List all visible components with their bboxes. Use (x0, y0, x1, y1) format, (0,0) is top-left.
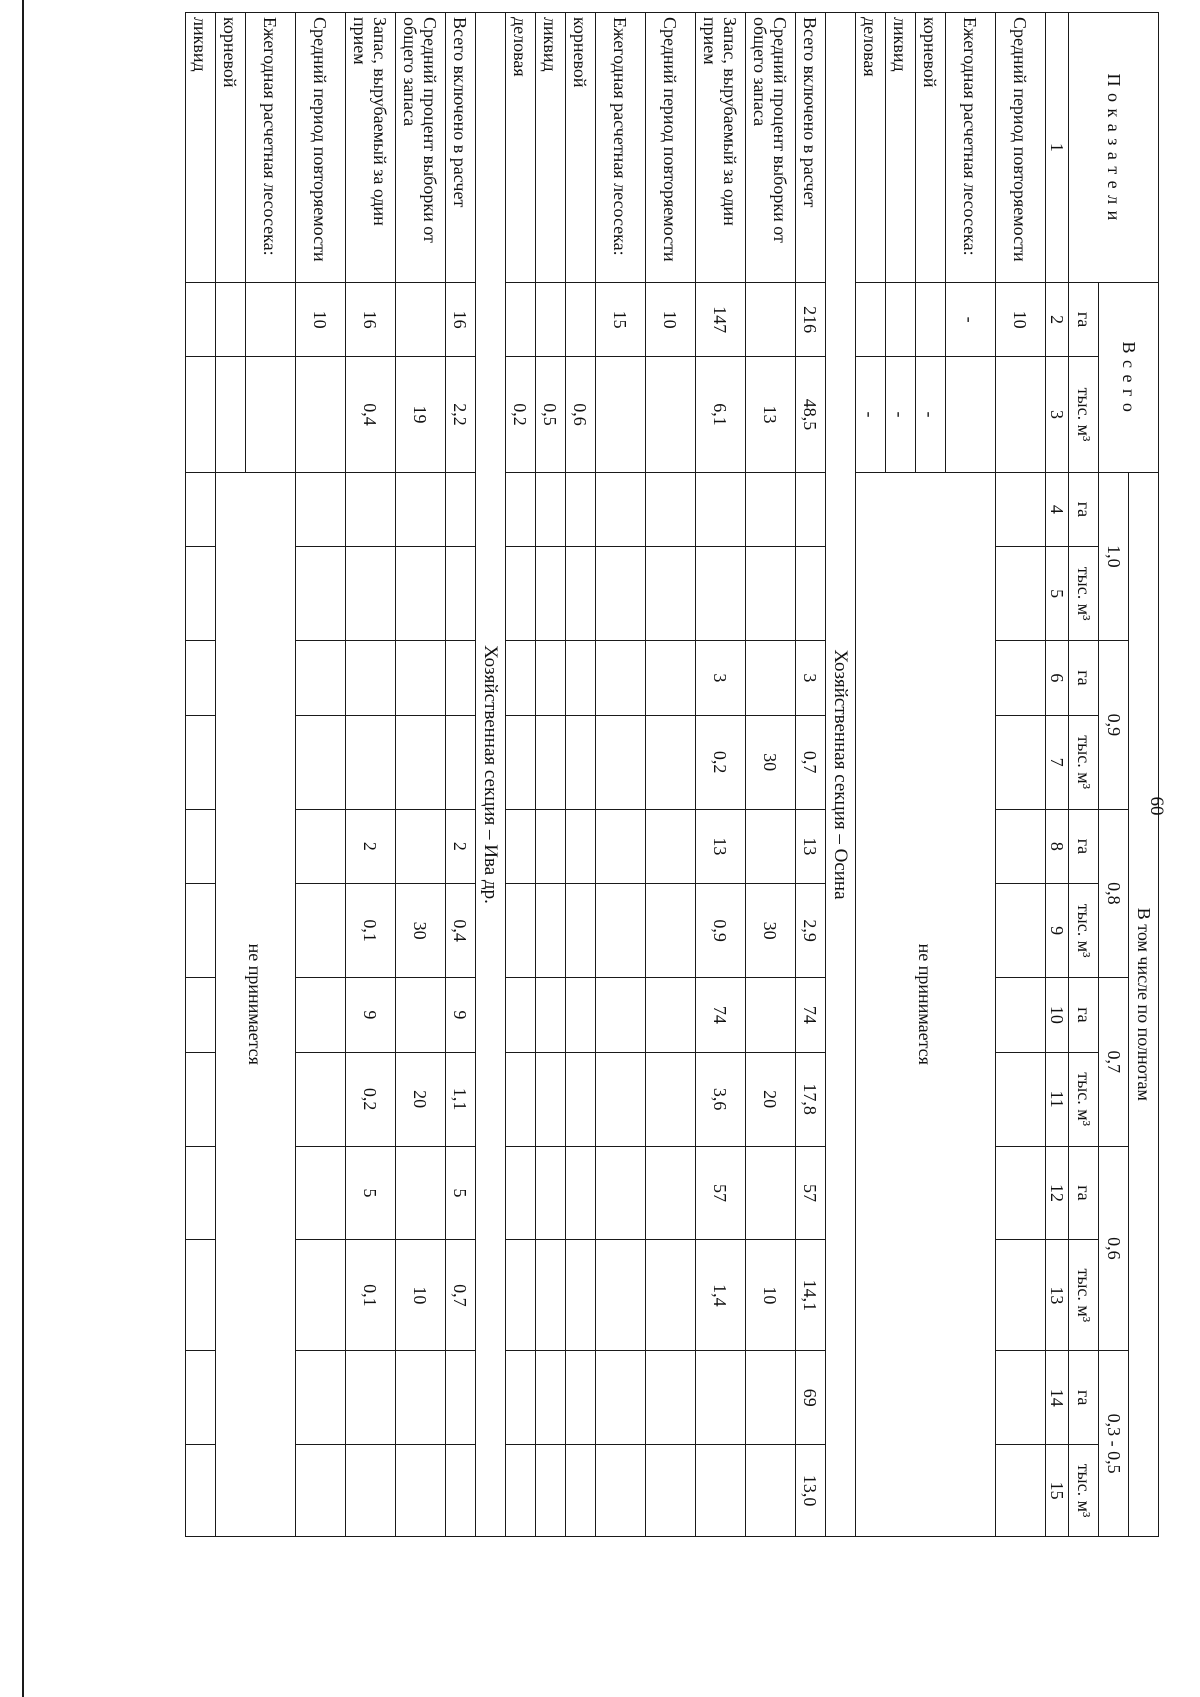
table-cell (295, 547, 345, 641)
table-cell: 9 (345, 978, 395, 1053)
table-cell (695, 1445, 745, 1537)
header-row-1 (1129, 13, 1159, 1537)
table-cell (295, 884, 345, 978)
table-cell (295, 978, 345, 1053)
table-cell (595, 357, 645, 472)
table-row (745, 13, 795, 1537)
table-cell (595, 1052, 645, 1146)
table-cell (565, 978, 595, 1053)
table-cell (185, 641, 215, 716)
table-cell: 0,1 (345, 1240, 395, 1351)
table-cell (535, 472, 565, 547)
total-header: В с е г о (1099, 282, 1159, 472)
table-cell (445, 1445, 475, 1537)
column-number: 7 (1045, 715, 1068, 809)
table-row (345, 13, 395, 1537)
table-cell (535, 715, 565, 809)
table-row (445, 13, 475, 1537)
table-cell (185, 282, 215, 357)
table-row (645, 13, 695, 1537)
table-cell (505, 809, 535, 884)
table-cell: 74 (795, 978, 825, 1053)
table-cell (995, 809, 1045, 884)
table-cell: 69 (795, 1351, 825, 1445)
table-cell: 20 (395, 1052, 445, 1146)
table-cell: 0,5 (535, 357, 565, 472)
row-label: Всего включено в расчет (795, 13, 825, 283)
table-cell (645, 978, 695, 1053)
table-cell (505, 641, 535, 716)
table-row (295, 13, 345, 1537)
table-cell (185, 357, 215, 472)
table-cell: 20 (745, 1052, 795, 1146)
table-cell (185, 472, 215, 547)
row-label: Средний период повторяемости (995, 13, 1045, 283)
table-cell (535, 1052, 565, 1146)
table-cell (395, 978, 445, 1053)
density-header: 0,3 - 0,5 (1099, 1351, 1129, 1537)
table-cell: - (945, 282, 995, 357)
table-cell: - (885, 357, 915, 472)
table-cell (535, 1146, 565, 1240)
table-cell (505, 1240, 535, 1351)
table-cell: 147 (695, 282, 745, 357)
table-cell (565, 1445, 595, 1537)
column-number: 9 (1045, 884, 1068, 978)
table-cell (995, 1052, 1045, 1146)
section-title: Хозяйственная секция – Осина (825, 13, 855, 1537)
table-cell: 17,8 (795, 1052, 825, 1146)
table-cell: 30 (395, 884, 445, 978)
table-cell (995, 472, 1045, 547)
section-title-row (475, 13, 505, 1537)
table-row (695, 13, 745, 1537)
table-cell (295, 1445, 345, 1537)
table-cell (745, 282, 795, 357)
table-cell (745, 472, 795, 547)
unit-m3-header: тыс. м³ (1069, 357, 1099, 472)
table-cell: 16 (445, 282, 475, 357)
table-cell (295, 1052, 345, 1146)
table-cell (535, 1445, 565, 1537)
left-margin-line (22, 0, 24, 1697)
table-cell (395, 809, 445, 884)
table-row (505, 13, 535, 1537)
table-cell (535, 809, 565, 884)
table-cell (565, 1146, 595, 1240)
unit-ha-header: га (1069, 1351, 1099, 1445)
table-cell (445, 641, 475, 716)
table-row (945, 13, 995, 1537)
row-label: корневой (215, 13, 245, 283)
column-number-row (1045, 13, 1068, 1537)
table-cell (645, 1351, 695, 1445)
table-cell (345, 715, 395, 809)
table-cell: 10 (295, 282, 345, 357)
table-cell (995, 1445, 1045, 1537)
table-cell (215, 282, 245, 357)
table-cell (995, 978, 1045, 1053)
table-cell: 13 (695, 809, 745, 884)
table-cell: 6,1 (695, 357, 745, 472)
table-cell (185, 809, 215, 884)
column-number: 2 (1045, 282, 1068, 357)
table-cell (445, 1351, 475, 1445)
table-cell (595, 809, 645, 884)
table-cell (595, 978, 645, 1053)
table-cell (565, 1240, 595, 1351)
table-cell (185, 978, 215, 1053)
table-cell: - (915, 357, 945, 472)
column-number: 6 (1045, 641, 1068, 716)
table-row (995, 13, 1045, 1537)
density-header: 0,7 (1099, 978, 1129, 1146)
table-cell: 0,2 (505, 357, 535, 472)
indicator-header: П о к а з а т е л и (1069, 13, 1159, 283)
table-cell: 30 (745, 884, 795, 978)
table-row (395, 13, 445, 1537)
table-cell (345, 547, 395, 641)
table-cell (645, 641, 695, 716)
table-cell (535, 978, 565, 1053)
unit-ha-header: га (1069, 472, 1099, 547)
table-cell (295, 1240, 345, 1351)
table-cell: 13 (795, 809, 825, 884)
table-cell (795, 547, 825, 641)
table-cell (345, 472, 395, 547)
table-cell: 9 (445, 978, 475, 1053)
table-cell (295, 357, 345, 472)
table-cell (565, 1052, 595, 1146)
column-number: 14 (1045, 1351, 1068, 1445)
table-cell: 10 (995, 282, 1045, 357)
table-cell (395, 472, 445, 547)
table-cell (645, 472, 695, 547)
table-cell (645, 1146, 695, 1240)
table-cell (505, 978, 535, 1053)
table-cell (245, 282, 295, 357)
section-title: Хозяйственная секция – Ива др. (475, 13, 505, 1537)
density-header: 0,8 (1099, 809, 1129, 977)
table-cell: 0,7 (795, 715, 825, 809)
row-label: корневой (915, 13, 945, 283)
table-cell (945, 357, 995, 472)
table-cell (745, 1445, 795, 1537)
table-cell (395, 715, 445, 809)
row-label: ликвид (885, 13, 915, 283)
page-number: 60 (1146, 796, 1167, 816)
table-cell: 1,1 (445, 1052, 475, 1146)
table-cell (505, 282, 535, 357)
table-cell (185, 547, 215, 641)
table-cell (645, 547, 695, 641)
table-cell (395, 1445, 445, 1537)
table-cell (565, 547, 595, 641)
unit-ha-header: га (1069, 1146, 1099, 1240)
table-row (535, 13, 565, 1537)
table-cell (595, 1445, 645, 1537)
unit-m3-header: тыс. м³ (1069, 1052, 1099, 1146)
table-cell (505, 1445, 535, 1537)
table-row (185, 13, 215, 1537)
unit-ha-header: га (1069, 809, 1099, 884)
row-label: Запас, вырубаемый за один прием (345, 13, 395, 283)
table-cell (395, 641, 445, 716)
column-number: 12 (1045, 1146, 1068, 1240)
table-cell (565, 282, 595, 357)
row-label: Ежегодная расчетная лесосека: (945, 13, 995, 283)
table-cell (505, 1052, 535, 1146)
table-cell (695, 472, 745, 547)
table-cell (295, 641, 345, 716)
table-cell (885, 282, 915, 357)
table-cell: 2,2 (445, 357, 475, 472)
by-density-header: В том числе по полнотам (1129, 472, 1159, 1536)
table-cell (345, 641, 395, 716)
table-cell (995, 884, 1045, 978)
column-number: 11 (1045, 1052, 1068, 1146)
row-label: ликвид (535, 13, 565, 283)
row-label: деловая (855, 13, 885, 283)
unit-m3-header: тыс. м³ (1069, 884, 1099, 978)
density-header: 1,0 (1099, 472, 1129, 640)
table-cell (445, 547, 475, 641)
row-label: Запас, вырубаемый за один прием (695, 13, 745, 283)
table-cell: 0,4 (445, 884, 475, 978)
unit-m3-header: тыс. м³ (1069, 547, 1099, 641)
table-cell (595, 547, 645, 641)
table-cell (185, 1445, 215, 1537)
column-number: 10 (1045, 978, 1068, 1053)
table-cell (505, 547, 535, 641)
table-cell (995, 357, 1045, 472)
forest-calculation-table (185, 12, 1159, 1537)
table-cell (855, 282, 885, 357)
table-cell (995, 547, 1045, 641)
table-cell (565, 472, 595, 547)
column-number: 1 (1045, 13, 1068, 283)
row-label: Ежегодная расчетная лесосека: (245, 13, 295, 283)
table-cell (595, 1240, 645, 1351)
table-cell (595, 884, 645, 978)
column-number: 5 (1045, 547, 1068, 641)
table-cell: 16 (345, 282, 395, 357)
table-cell: 0,6 (565, 357, 595, 472)
table-cell (745, 547, 795, 641)
table-cell (395, 547, 445, 641)
table-cell (295, 809, 345, 884)
table-cell: 0,9 (695, 884, 745, 978)
table-cell (645, 884, 695, 978)
table-cell (295, 715, 345, 809)
row-label: Средний процент выборки от общего запаса (745, 13, 795, 283)
row-label: корневой (565, 13, 595, 283)
table-cell (535, 282, 565, 357)
table-cell (565, 715, 595, 809)
table-cell (595, 715, 645, 809)
rotated-table-wrapper (139, 12, 1159, 1537)
row-label: Средний период повторяемости (295, 13, 345, 283)
table-cell (995, 1351, 1045, 1445)
density-header: 0,9 (1099, 641, 1129, 809)
table-cell (565, 1351, 595, 1445)
table-cell (745, 809, 795, 884)
unit-ha-header: га (1069, 282, 1099, 357)
table-cell: 3,6 (695, 1052, 745, 1146)
table-cell (445, 715, 475, 809)
table-cell (535, 1351, 565, 1445)
table-cell: 2 (345, 809, 395, 884)
table-cell: 0,2 (695, 715, 745, 809)
table-row (565, 13, 595, 1537)
table-cell: 10 (645, 282, 695, 357)
table-cell (565, 884, 595, 978)
table-cell (445, 472, 475, 547)
table-cell: 0,2 (345, 1052, 395, 1146)
table-cell (995, 1240, 1045, 1351)
table-cell (915, 282, 945, 357)
table-cell: 74 (695, 978, 745, 1053)
table-cell (995, 1146, 1045, 1240)
table-cell (645, 1445, 695, 1537)
table-cell: 0,1 (345, 884, 395, 978)
table-cell (595, 641, 645, 716)
column-number: 13 (1045, 1240, 1068, 1351)
table-cell (795, 472, 825, 547)
table-cell (745, 1351, 795, 1445)
table-cell: 0,4 (345, 357, 395, 472)
column-number: 15 (1045, 1445, 1068, 1537)
row-label: Всего включено в расчет (445, 13, 475, 283)
table-cell: 5 (445, 1146, 475, 1240)
table-cell: 3 (795, 641, 825, 716)
table-cell (395, 1351, 445, 1445)
table-cell (295, 472, 345, 547)
table-cell (645, 809, 695, 884)
table-cell (395, 282, 445, 357)
table-cell (185, 715, 215, 809)
table-cell (565, 809, 595, 884)
table-row (595, 13, 645, 1537)
unit-ha-header: га (1069, 978, 1099, 1053)
table-cell (745, 1146, 795, 1240)
not-accepted-note: не принимается (855, 472, 995, 1536)
table-cell (995, 715, 1045, 809)
table-cell: 57 (695, 1146, 745, 1240)
table-cell (505, 1351, 535, 1445)
table-cell: 216 (795, 282, 825, 357)
table-cell (745, 641, 795, 716)
table-row (245, 13, 295, 1537)
table-cell (395, 1146, 445, 1240)
table-cell (245, 357, 295, 472)
table-cell: 10 (395, 1240, 445, 1351)
table-cell (695, 1351, 745, 1445)
table-cell (535, 1240, 565, 1351)
not-accepted-note: не принимается (215, 472, 295, 1536)
table-cell (505, 884, 535, 978)
row-label: Средний процент выборки от общего запаса (395, 13, 445, 283)
table-cell (185, 1240, 215, 1351)
table-cell (295, 1351, 345, 1445)
table-cell (565, 641, 595, 716)
table-cell (745, 978, 795, 1053)
column-number: 8 (1045, 809, 1068, 884)
unit-m3-header: тыс. м³ (1069, 1240, 1099, 1351)
row-label: ликвид (185, 13, 215, 283)
table-cell: 10 (745, 1240, 795, 1351)
density-header: 0,6 (1099, 1146, 1129, 1351)
table-cell: 5 (345, 1146, 395, 1240)
table-cell: 57 (795, 1146, 825, 1240)
table-cell: - (855, 357, 885, 472)
table-cell: 13,0 (795, 1445, 825, 1537)
table-cell (295, 1146, 345, 1240)
table-cell: 15 (595, 282, 645, 357)
table-cell: 13 (745, 357, 795, 472)
table-cell (645, 1240, 695, 1351)
table-row (795, 13, 825, 1537)
table-cell: 3 (695, 641, 745, 716)
row-label: деловая (505, 13, 535, 283)
table-cell (535, 547, 565, 641)
table-cell (345, 1351, 395, 1445)
table-cell (185, 1052, 215, 1146)
table-cell (185, 884, 215, 978)
table-cell: 30 (745, 715, 795, 809)
table-cell (645, 1052, 695, 1146)
table-cell (995, 641, 1045, 716)
table-cell (645, 715, 695, 809)
table-cell: 0,7 (445, 1240, 475, 1351)
table-cell: 1,4 (695, 1240, 745, 1351)
row-label: Средний период повторяемости (645, 13, 695, 283)
table-cell: 19 (395, 357, 445, 472)
table-cell (595, 472, 645, 547)
table-cell (595, 1351, 645, 1445)
unit-ha-header: га (1069, 641, 1099, 716)
table-cell (645, 357, 695, 472)
table-cell (215, 357, 245, 472)
unit-m3-header: тыс. м³ (1069, 715, 1099, 809)
table-cell (185, 1146, 215, 1240)
table-cell: 48,5 (795, 357, 825, 472)
table-cell: 2,9 (795, 884, 825, 978)
column-number: 4 (1045, 472, 1068, 547)
table-cell (695, 547, 745, 641)
table-cell (185, 1351, 215, 1445)
section-title-row (825, 13, 855, 1537)
row-label: Ежегодная расчетная лесосека: (595, 13, 645, 283)
table-cell (505, 1146, 535, 1240)
table-cell: 2 (445, 809, 475, 884)
unit-m3-header: тыс. м³ (1069, 1445, 1099, 1537)
column-number: 3 (1045, 357, 1068, 472)
table-cell (595, 1146, 645, 1240)
table-cell (345, 1445, 395, 1537)
table-cell (535, 641, 565, 716)
table-cell (505, 472, 535, 547)
table-cell: 14,1 (795, 1240, 825, 1351)
table-cell (535, 884, 565, 978)
table-cell (505, 715, 535, 809)
